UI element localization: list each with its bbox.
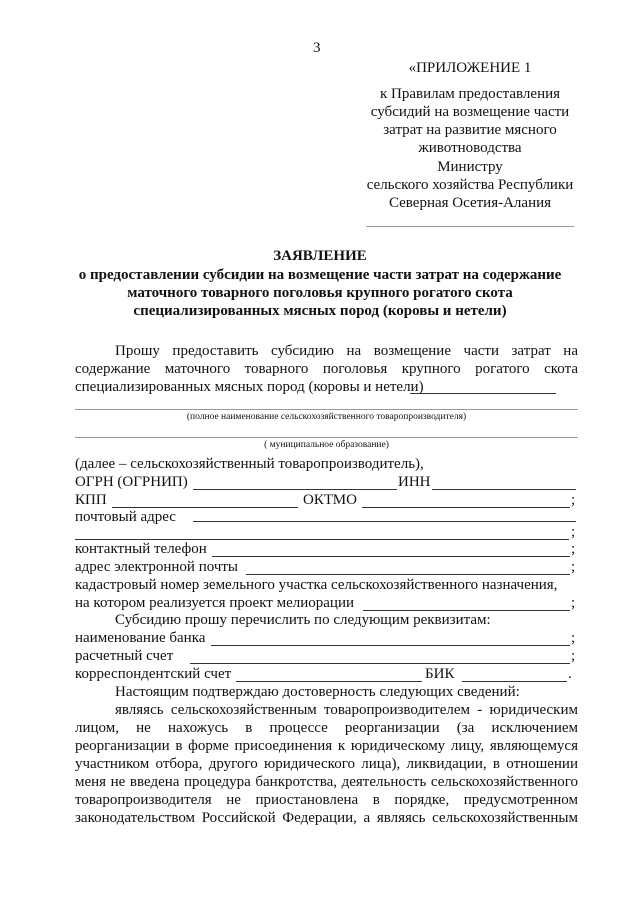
postal-address-label: почтовый адрес [75, 509, 176, 525]
bik-label: БИК [425, 666, 455, 682]
email-label: адрес электронной почты [75, 559, 239, 575]
appendix-line: затрат на развитие мясного [383, 122, 557, 138]
appendix-line: животноводства [418, 140, 522, 156]
request-line: Прошу предоставить субсидию на возмещение части затрат на [115, 343, 578, 359]
confirmation-line: лицом, не нахожусь в процессе реорганизации (за исключением [75, 720, 578, 736]
addressee-line: Министру [437, 159, 503, 175]
municipality-field[interactable] [75, 437, 578, 438]
ogrn-field[interactable] [193, 489, 397, 490]
request-line: специализированных мясных пород (коровы и нетели) [75, 379, 424, 395]
semicolon: ; [571, 648, 576, 664]
semicolon: ; [571, 492, 576, 508]
confirmation-line: законодательством Российской Федерации, а являясь сельскохозяйственным [75, 810, 578, 826]
cadastral-label: кадастровый номер земельного участка сельскохозяйственного назначения, [75, 577, 558, 593]
confirmation-line: товаропроизводителя не приостановлена в порядке, предусмотренном [75, 792, 578, 808]
addressee-line: сельского хозяйства Республики [366, 177, 574, 193]
request-line: содержание маточного товарного поголовья крупного рогатого скота [75, 361, 578, 377]
appendix-line: субсидий на возмещение части [370, 104, 570, 120]
bik-field[interactable] [462, 681, 567, 682]
ogrn-label: ОГРН (ОГРНИП) [75, 474, 188, 490]
bank-field[interactable] [211, 645, 570, 646]
dot: . [568, 666, 572, 682]
semicolon: ; [571, 559, 576, 575]
phone-field[interactable] [212, 556, 570, 557]
transfer-text: Субсидию прошу перечислить по следующим реквизитам: [115, 612, 491, 628]
confirmation-line: являясь сельскохозяйственным товаропроизводителем - юридическим [115, 702, 578, 718]
oktmo-field[interactable] [362, 507, 570, 508]
bank-label: наименование банка [75, 630, 206, 646]
page-number: 3 [313, 40, 321, 56]
appendix-line: к Правилам предоставления [379, 86, 561, 102]
addressee-signature-line [366, 226, 574, 227]
producer-name-field[interactable] [75, 409, 578, 410]
corr-account-field[interactable] [236, 681, 422, 682]
corr-account-label: корреспондентский счет [75, 666, 232, 682]
semicolon: ; [571, 524, 576, 540]
appendix-title: «ПРИЛОЖЕНИЕ 1 [408, 60, 532, 76]
semicolon: ; [571, 630, 576, 646]
email-field[interactable] [246, 574, 570, 575]
inn-field[interactable] [432, 489, 576, 490]
postal-address-field[interactable] [193, 521, 576, 522]
heading-line: маточного товарного поголовья крупного рогатого скота [127, 285, 513, 301]
phone-label: контактный телефон [75, 541, 207, 557]
postal-address-field-2[interactable] [75, 539, 569, 540]
producer-name-caption: (полное наименование сельскохозяйственного товаропроизводителя) [186, 412, 467, 422]
confirmation-line: участником отбора, другого юридического лица), ликвидации, в отношении [75, 756, 578, 772]
cadastral-field[interactable] [363, 610, 570, 611]
confirmation-line: реорганизации в форме присоединения к юридическому лицу, являющемуся [75, 738, 578, 754]
inn-label: ИНН [398, 474, 431, 490]
semicolon: ; [571, 541, 576, 557]
account-field[interactable] [190, 663, 570, 664]
municipality-caption: ( муниципальное образование) [264, 440, 389, 450]
hereinafter-text: (далее – сельскохозяйственный товаропроизводитель), [75, 456, 424, 472]
account-label: расчетный счет [75, 648, 174, 664]
cadastral-label-2: на котором реализуется проект мелиорации [75, 595, 355, 611]
addressee-line: Северная Осетия-Алания [388, 195, 552, 211]
confirmation-intro: Настоящим подтверждаю достоверность следующих сведений: [115, 684, 520, 700]
heading-line: специализированных мясных пород (коровы и нетели) [133, 303, 507, 319]
request-blank[interactable] [410, 393, 556, 394]
kpp-field[interactable] [112, 507, 298, 508]
confirmation-line: меня не введена процедура банкротства, деятельность сельскохозяйственного [75, 774, 578, 790]
document-title: ЗАЯВЛЕНИЕ [273, 248, 367, 264]
heading-line: о предоставлении субсидии на возмещение части затрат на содержание [78, 267, 562, 283]
semicolon: ; [571, 595, 576, 611]
oktmo-label: ОКТМО [303, 492, 357, 508]
kpp-label: КПП [75, 492, 107, 508]
